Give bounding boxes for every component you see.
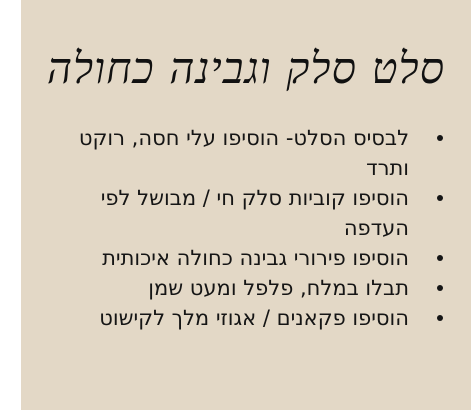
list-item bbox=[41, 273, 409, 303]
bullet-icon bbox=[437, 255, 443, 261]
recipe-title: סלט סלק וגבינה כחולה bbox=[46, 44, 446, 94]
list-item-text: הוסיפו פקאנים / אגוזי מלך לקישוט bbox=[99, 306, 409, 330]
list-item-text: הוסיפו פירורי גבינה כחולה איכותית bbox=[102, 246, 409, 270]
list-item-text: לבסיס הסלט- הוסיפו עלי חסה, רוקט ותרד bbox=[78, 126, 409, 180]
list-item bbox=[41, 243, 409, 273]
list-item bbox=[41, 123, 409, 183]
bullet-icon bbox=[437, 315, 443, 321]
bullet-icon bbox=[437, 195, 443, 201]
list-item-text: הוסיפו קוביות סלק חי / מבושל לפי העדפה bbox=[100, 186, 409, 240]
bullet-icon bbox=[437, 135, 443, 141]
list-item bbox=[41, 183, 409, 243]
recipe-card bbox=[21, 0, 471, 410]
list-item bbox=[41, 303, 409, 333]
bullet-icon bbox=[437, 285, 443, 291]
ingredient-list bbox=[41, 123, 443, 333]
list-item-text: תבלו במלח, פלפל ומעט שמן bbox=[148, 276, 409, 300]
